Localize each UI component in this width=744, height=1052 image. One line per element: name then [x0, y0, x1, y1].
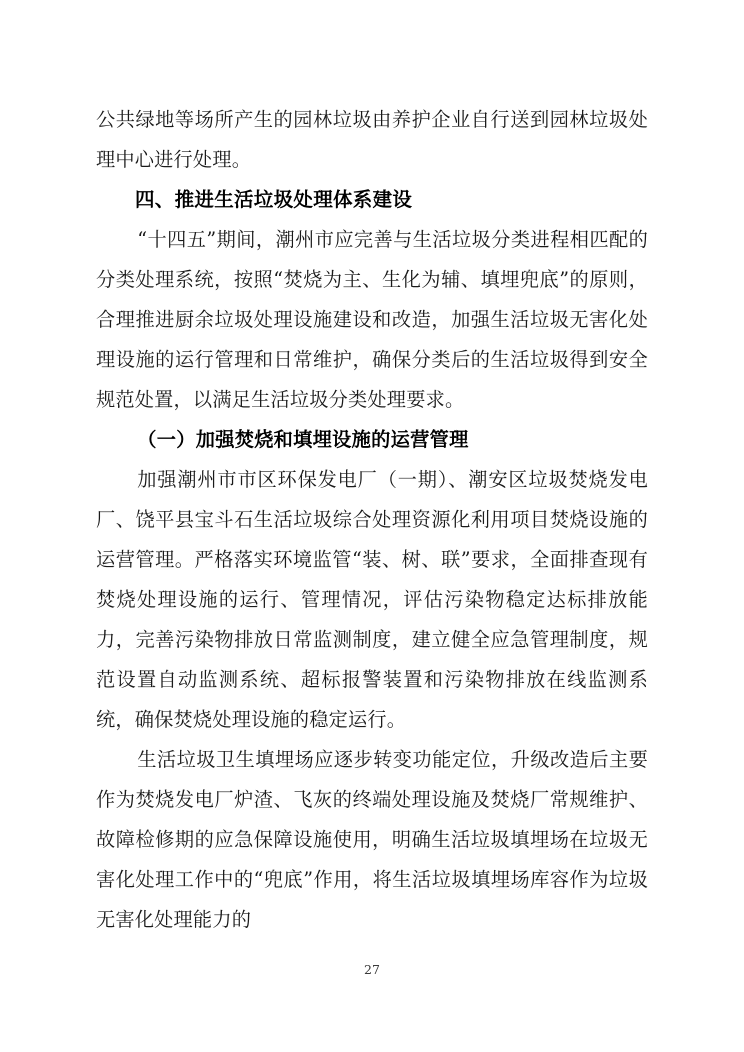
- page-number: 27: [364, 962, 380, 977]
- body-paragraph: 生活垃圾卫生填埋场应逐步转变功能定位，升级改造后主要作为焚烧发电厂炉渣、飞灰的终端处理设施及焚烧厂常规维护、故障检修期的应急保障设施使用，明确生活垃圾填埋场在垃圾无害化处理工作中的“兜底”作用，将生活垃圾填埋场库容作为垃圾无害化处理能力的: [96, 748, 648, 931]
- body-paragraph: 公共绿地等场所产生的园林垃圾由养护企业自行送到园林垃圾处理中心进行处理。: [96, 108, 648, 171]
- body-paragraph: “十四五”期间，潮州市应完善与生活垃圾分类进程相匹配的分类处理系统，按照“焚烧为主、生化为辅、填埋兜底”的原则，合理推进厨余垃圾处理设施建设和改造，加强生活垃圾无害化处理设施的运行管理和日常维护，确保分类后的生活垃圾得到安全规范处置，以满足生活垃圾分类处理要求。: [96, 228, 648, 411]
- page-content: [96, 100, 648, 940]
- section-heading-four: 四、推进生活垃圾处理体系建设: [135, 188, 413, 211]
- body-paragraph: 加强潮州市市区环保发电厂（一期）、潮安区垃圾焚烧发电厂、饶平县宝斗石生活垃圾综合处理资源化利用项目焚烧设施的运营管理。严格落实环境监管“装、树、联”要求，全面排查现有焚烧处理设施的运行、管理情况，评估污染物稳定达标排放能力，完善污染物排放日常监测制度，建立健全应急管理制度，规范设置自动监测系统、超标报警装置和污染物排放在线监测系统，确保焚烧处理设施的稳定运行。: [96, 468, 648, 731]
- subsection-heading-one: （一）加强焚烧和填埋设施的运营管理: [137, 428, 469, 451]
